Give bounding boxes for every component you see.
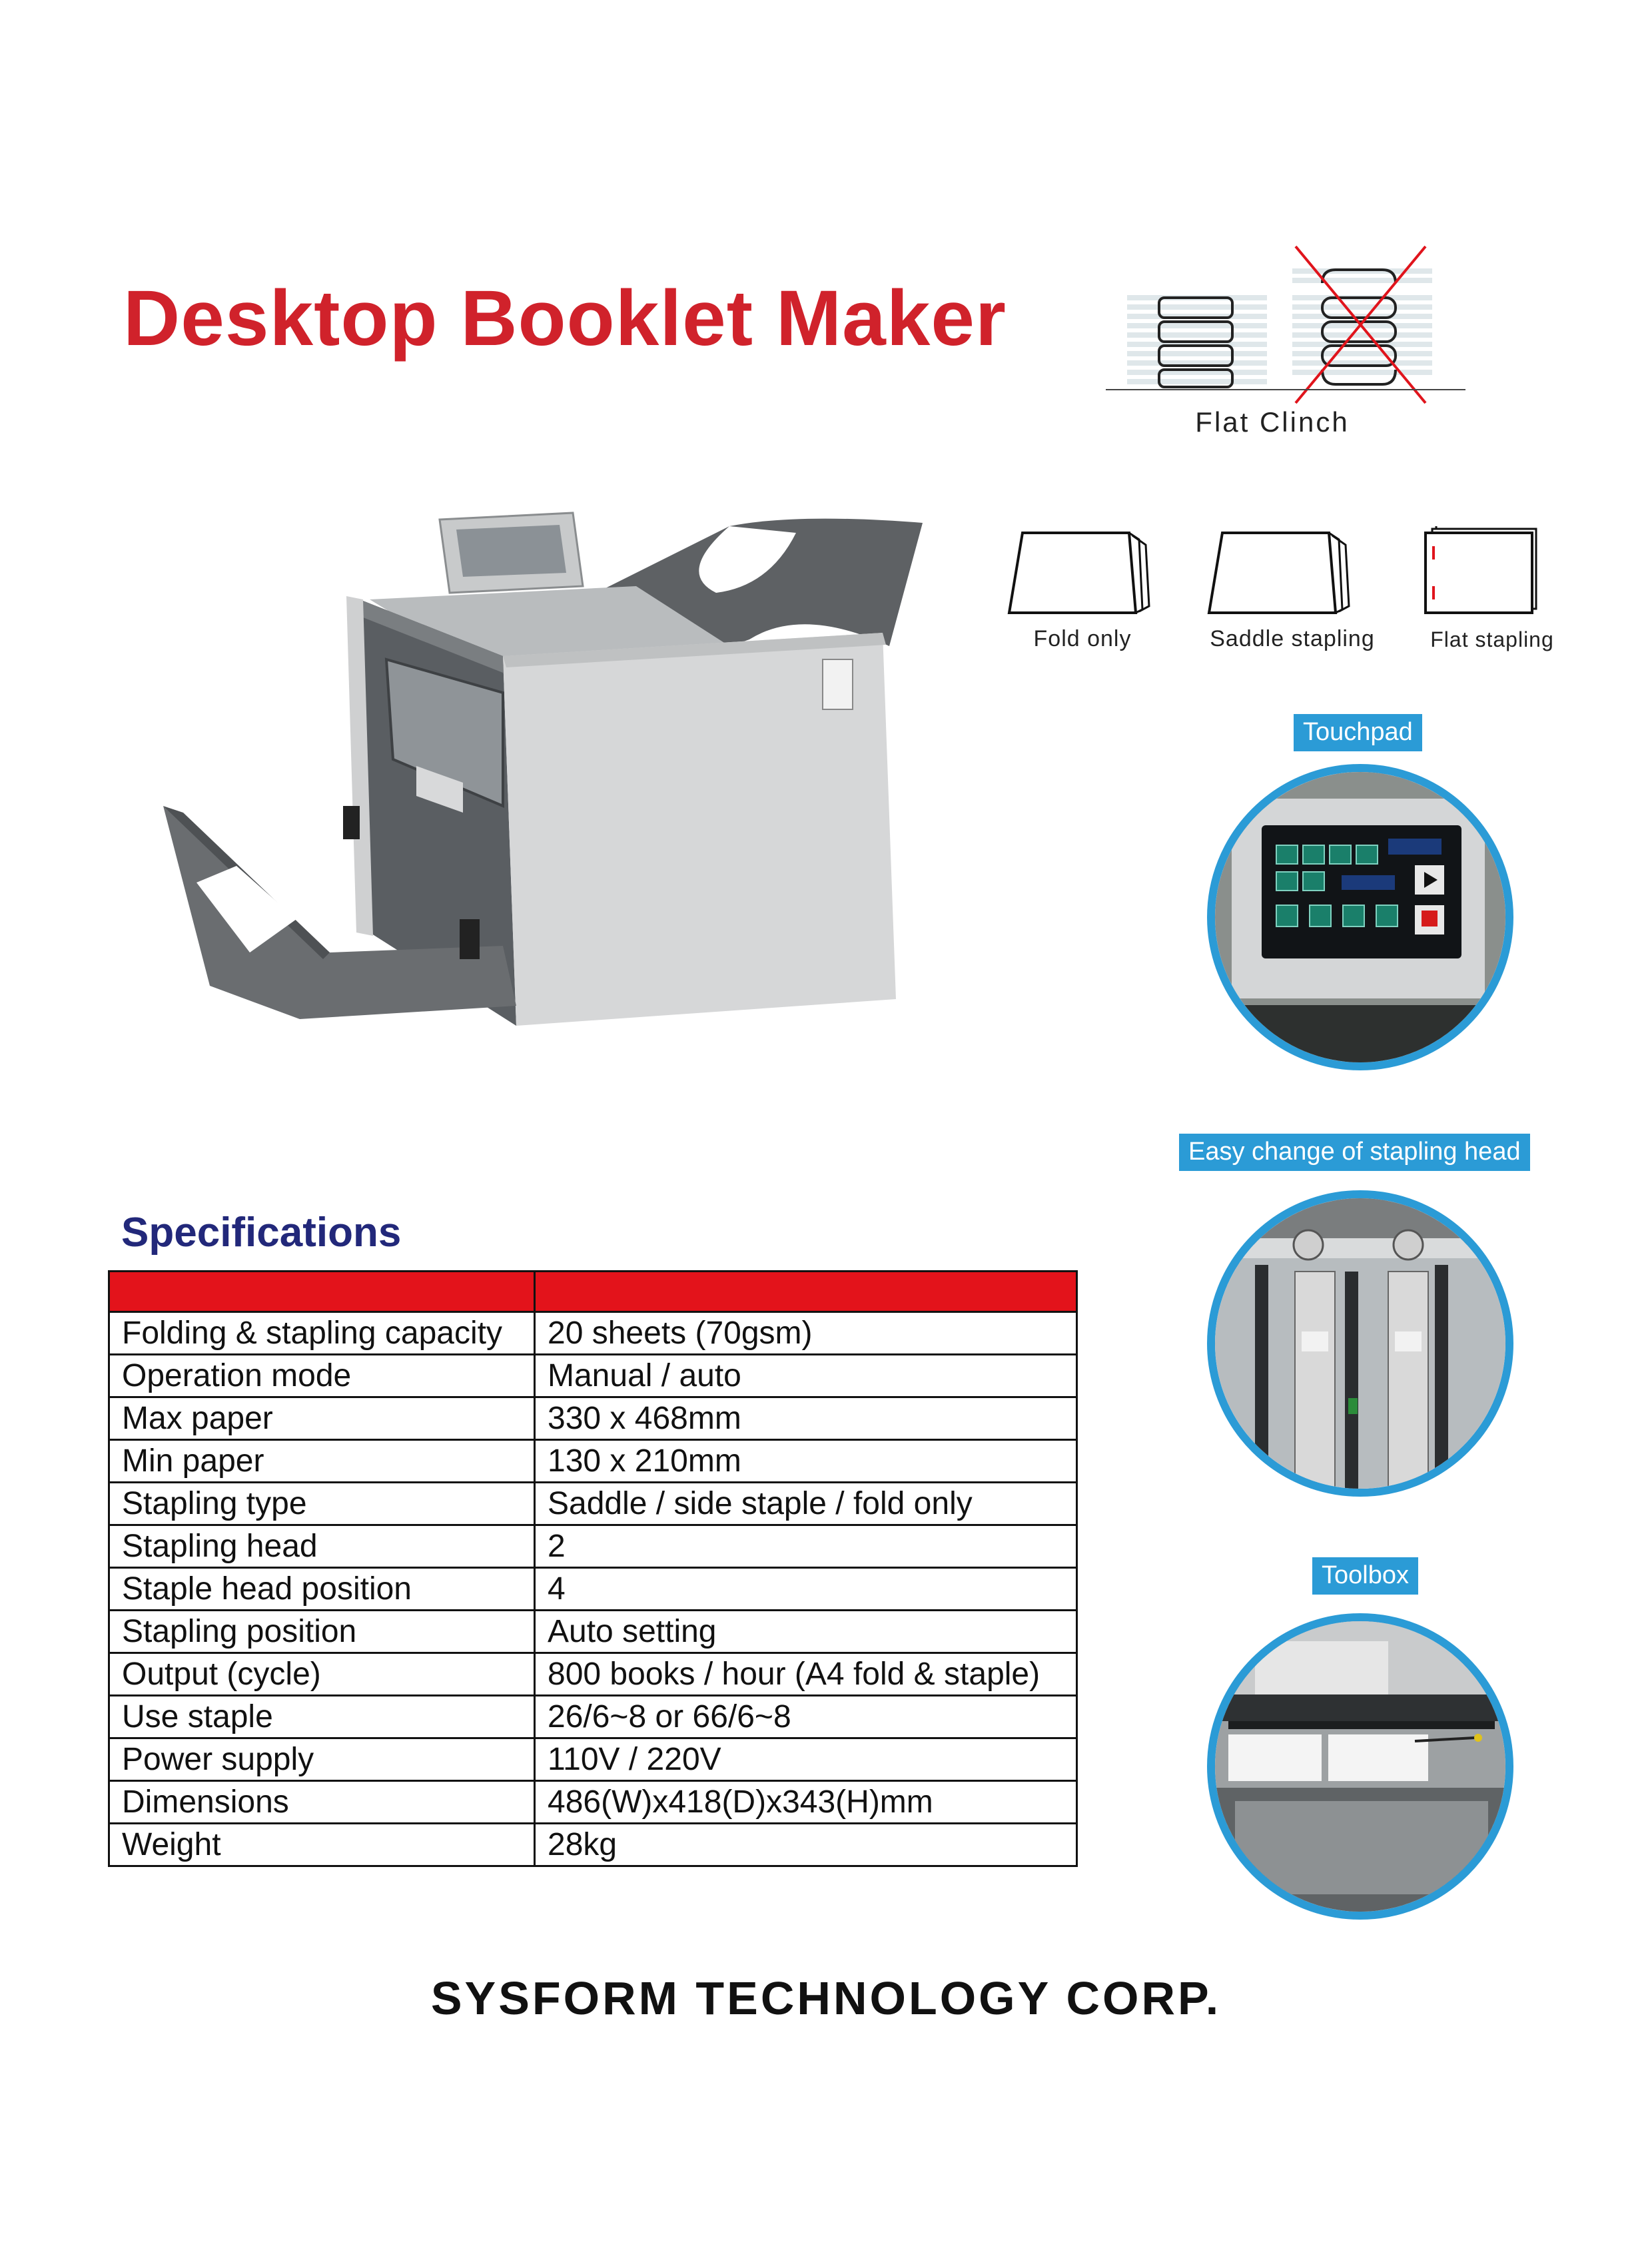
touchpad-badge: Touchpad [1294,714,1422,751]
specifications-table [108,1270,1078,1867]
spec-name: Power supply [109,1738,535,1781]
mode-label-fold-only: Fold only [1033,626,1132,651]
spec-value: 110V / 220V [535,1738,1077,1781]
flat-clinch-illustration [1092,243,1465,463]
spec-name: Output (cycle) [109,1653,535,1696]
table-row [109,1738,1077,1781]
spec-value: 486(W)x418(D)x343(H)mm [535,1781,1077,1824]
stapling-head-badge: Easy change of stapling head [1179,1134,1530,1171]
mode-label-saddle-stapling: Saddle stapling [1210,626,1375,651]
spec-name: Operation mode [109,1355,535,1397]
spec-value: 330 x 468mm [535,1397,1077,1440]
table-row [109,1397,1077,1440]
table-row [109,1483,1077,1525]
table-row [109,1312,1077,1355]
spec-name: Folding & stapling capacity [109,1312,535,1355]
spec-name: Use staple [109,1696,535,1738]
stapling-head-photo [1207,1190,1513,1497]
table-row [109,1355,1077,1397]
company-name: SYSFORM TECHNOLOGY CORP. [430,1972,1222,2024]
spec-value: Saddle / side staple / fold only [535,1483,1077,1525]
saddle-stapling-icon [1202,526,1362,619]
spec-name: Staple head position [109,1568,535,1611]
stapling-modes [1003,526,1575,679]
spec-name: Stapling position [109,1611,535,1653]
spec-name: Min paper [109,1440,535,1483]
touchpad-illustration [1215,772,1505,1062]
flat-clinch-label: Flat Clinch [1195,406,1350,438]
table-row [109,1696,1077,1738]
table-row [109,1781,1077,1824]
toolbox-badge: Toolbox [1312,1557,1418,1595]
page-title: Desktop Booklet Maker [123,274,1007,362]
spec-value: 2 [535,1525,1077,1568]
fold-only-icon [1003,526,1162,619]
specifications-heading: Specifications [121,1210,402,1256]
flat-stapling-icon [1419,526,1552,619]
table-row [109,1568,1077,1611]
touchpad-photo [1207,764,1513,1070]
table-header-cell [109,1272,535,1312]
table-header-cell [535,1272,1077,1312]
table-row [109,1440,1077,1483]
mode-label-flat-stapling: Flat stapling [1430,627,1554,651]
booklet-maker-machine-image [130,493,949,1092]
clinch-diagram-icon [1092,243,1465,410]
spec-value: 800 books / hour (A4 fold & staple) [535,1653,1077,1696]
toolbox-photo [1207,1613,1513,1920]
table-row [109,1824,1077,1866]
spec-value: 28kg [535,1824,1077,1866]
spec-name: Dimensions [109,1781,535,1824]
stapling-head-illustration [1215,1198,1505,1489]
toolbox-illustration [1215,1621,1505,1912]
spec-value: 4 [535,1568,1077,1611]
spec-value: Auto setting [535,1611,1077,1653]
spec-value: 130 x 210mm [535,1440,1077,1483]
spec-name: Weight [109,1824,535,1866]
spec-name: Stapling head [109,1525,535,1568]
table-row [109,1611,1077,1653]
spec-name: Max paper [109,1397,535,1440]
spec-value: 20 sheets (70gsm) [535,1312,1077,1355]
table-row [109,1525,1077,1568]
table-header-row [109,1272,1077,1312]
spec-name: Stapling type [109,1483,535,1525]
machine-illustration [130,493,949,1092]
table-row [109,1653,1077,1696]
spec-value: 26/6~8 or 66/6~8 [535,1696,1077,1738]
spec-value: Manual / auto [535,1355,1077,1397]
